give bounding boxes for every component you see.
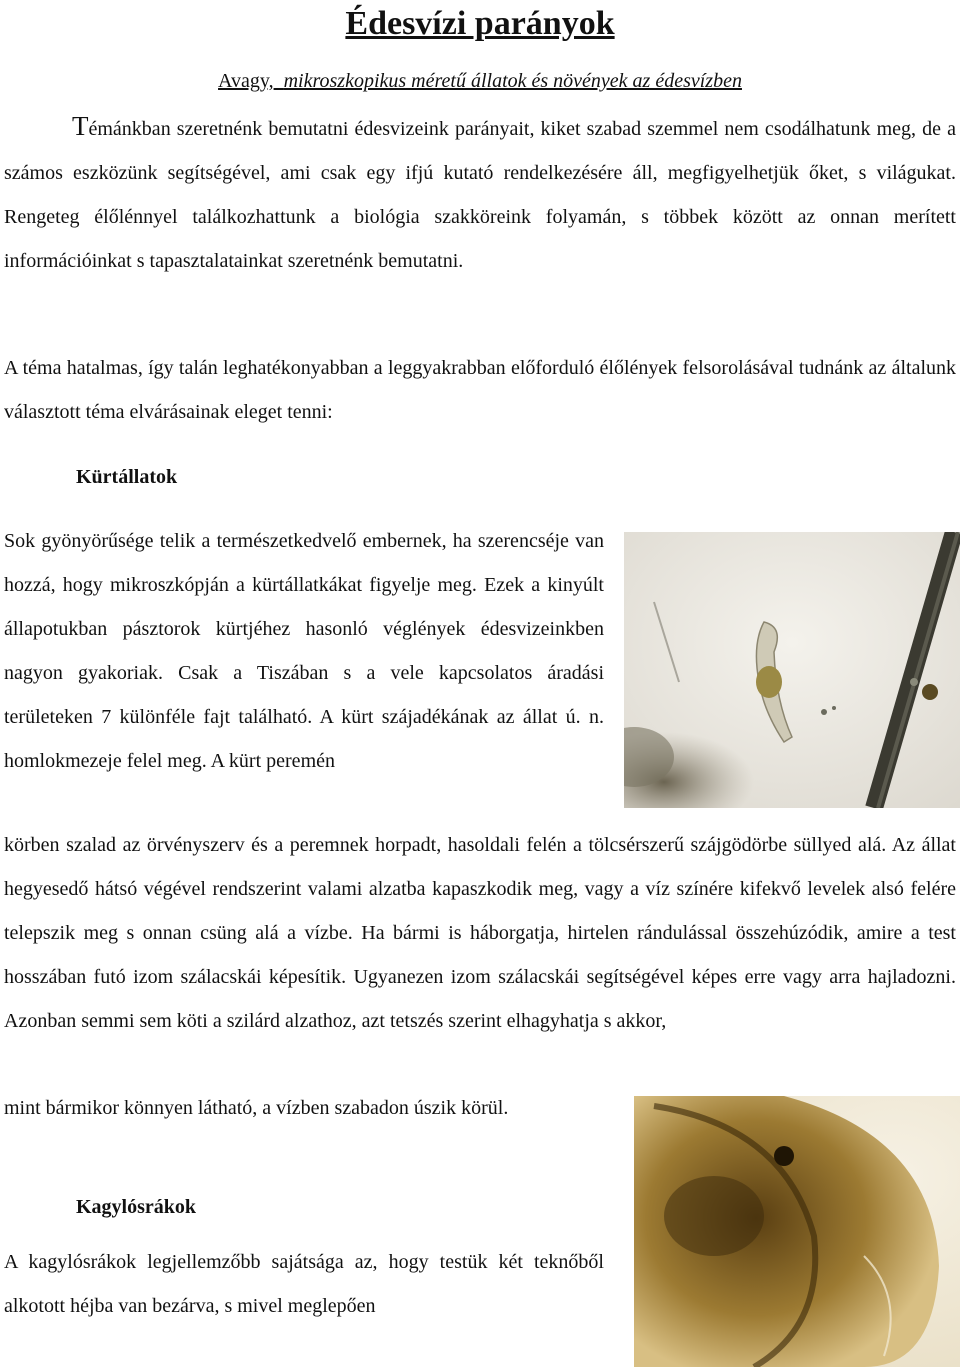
intro-dropcap: T — [72, 111, 89, 141]
page-subtitle — [0, 66, 960, 96]
kagylosrak-microscope-photo — [634, 1096, 960, 1367]
subtitle-rest: mikroszkopikus méretű állatok és növények az édesvízben — [283, 70, 742, 92]
kurtallat-photo-graphic — [624, 532, 960, 808]
section-heading-kagylosrakok: Kagylósrákok — [76, 1196, 197, 1218]
kurtallatok-paragraph-full-width: körben szalad az örvényszerv és a peremnek horpadt, hasoldali felén a tölcsérszerű szájgödörbe süllyed alá. Az állat hegyesedő hátsó végével rendszerint valami alzatba kapaszkodik meg, vagy a víz színére kifekvő levelek alsó felére telepszik meg s onnan csüng alá a vízbe. Ha bármi is háborgatja, hirtelen rándulással összehúzódik, amire a test hosszában futó izom szálacskái képesítik. Ugyanezen izom szálacskái segítségével képes erre vagy arra hajladozni. Azonban semmi sem köti a szilárd alzathoz, azt tetszés szerint elhagyhatja s akkor, — [4, 834, 956, 1032]
theme-paragraph: A téma hatalmas, így talán leghatékonyabban a leggyakrabban előforduló élőlények felsorolásával tudnánk az általunk választott téma elvárásainak eleget tenni: — [4, 357, 956, 423]
intro-text: émánkban szeretnénk bemutatni édesvizeink parányait, kiket szabad szemmel nem csodálhatunk meg, de a számos eszközünk segítségével, ami csak egy ifjú kutató rendelkezésére áll, megfigyelhetjük őket, s világukat. Rengeteg élőlénnyel találkozhattunk a biológia szakköreink folyamán, s többek között az onnan merített információinkat s tapasztalatainkat szeretnénk bemutatni. — [4, 118, 956, 272]
page-title: Édesvízi parányok — [345, 5, 615, 42]
subtitle-lead: Avagy, — [218, 70, 274, 92]
kurtallatok-paragraph-after: mint bármikor könnyen látható, a vízben szabadon úszik körül. — [4, 1097, 509, 1119]
intro-paragraph — [4, 104, 956, 283]
kagylosrak-photo-graphic — [634, 1096, 960, 1367]
kurtallatok-paragraph-beside-photo: Sok gyönyörűsége telik a természetkedvelő embernek, ha szerencséje van hozzá, hogy mikroszkópján a kürtállatkákat figyelje meg. Ezek a kinyúlt állapotukban pásztorok kürtjéhez hasonló véglények édesvizeinkben nagyon gyakoriak. Csak a Tiszában s a vele kapcsolatos áradási területeken 7 különféle fajt található. A kürt szájadékának az állat ú. n. homlokmezeje felel meg. A kürt peremén — [4, 530, 604, 772]
kurtallat-microscope-photo — [624, 532, 960, 808]
kagylosrakok-paragraph: A kagylósrákok legjellemzőbb sajátsága az, hogy testük két teknőből alkotott héjba van bezárva, s mivel meglepően — [4, 1251, 604, 1317]
section-heading-kurtallatok: Kürtállatok — [76, 466, 178, 488]
